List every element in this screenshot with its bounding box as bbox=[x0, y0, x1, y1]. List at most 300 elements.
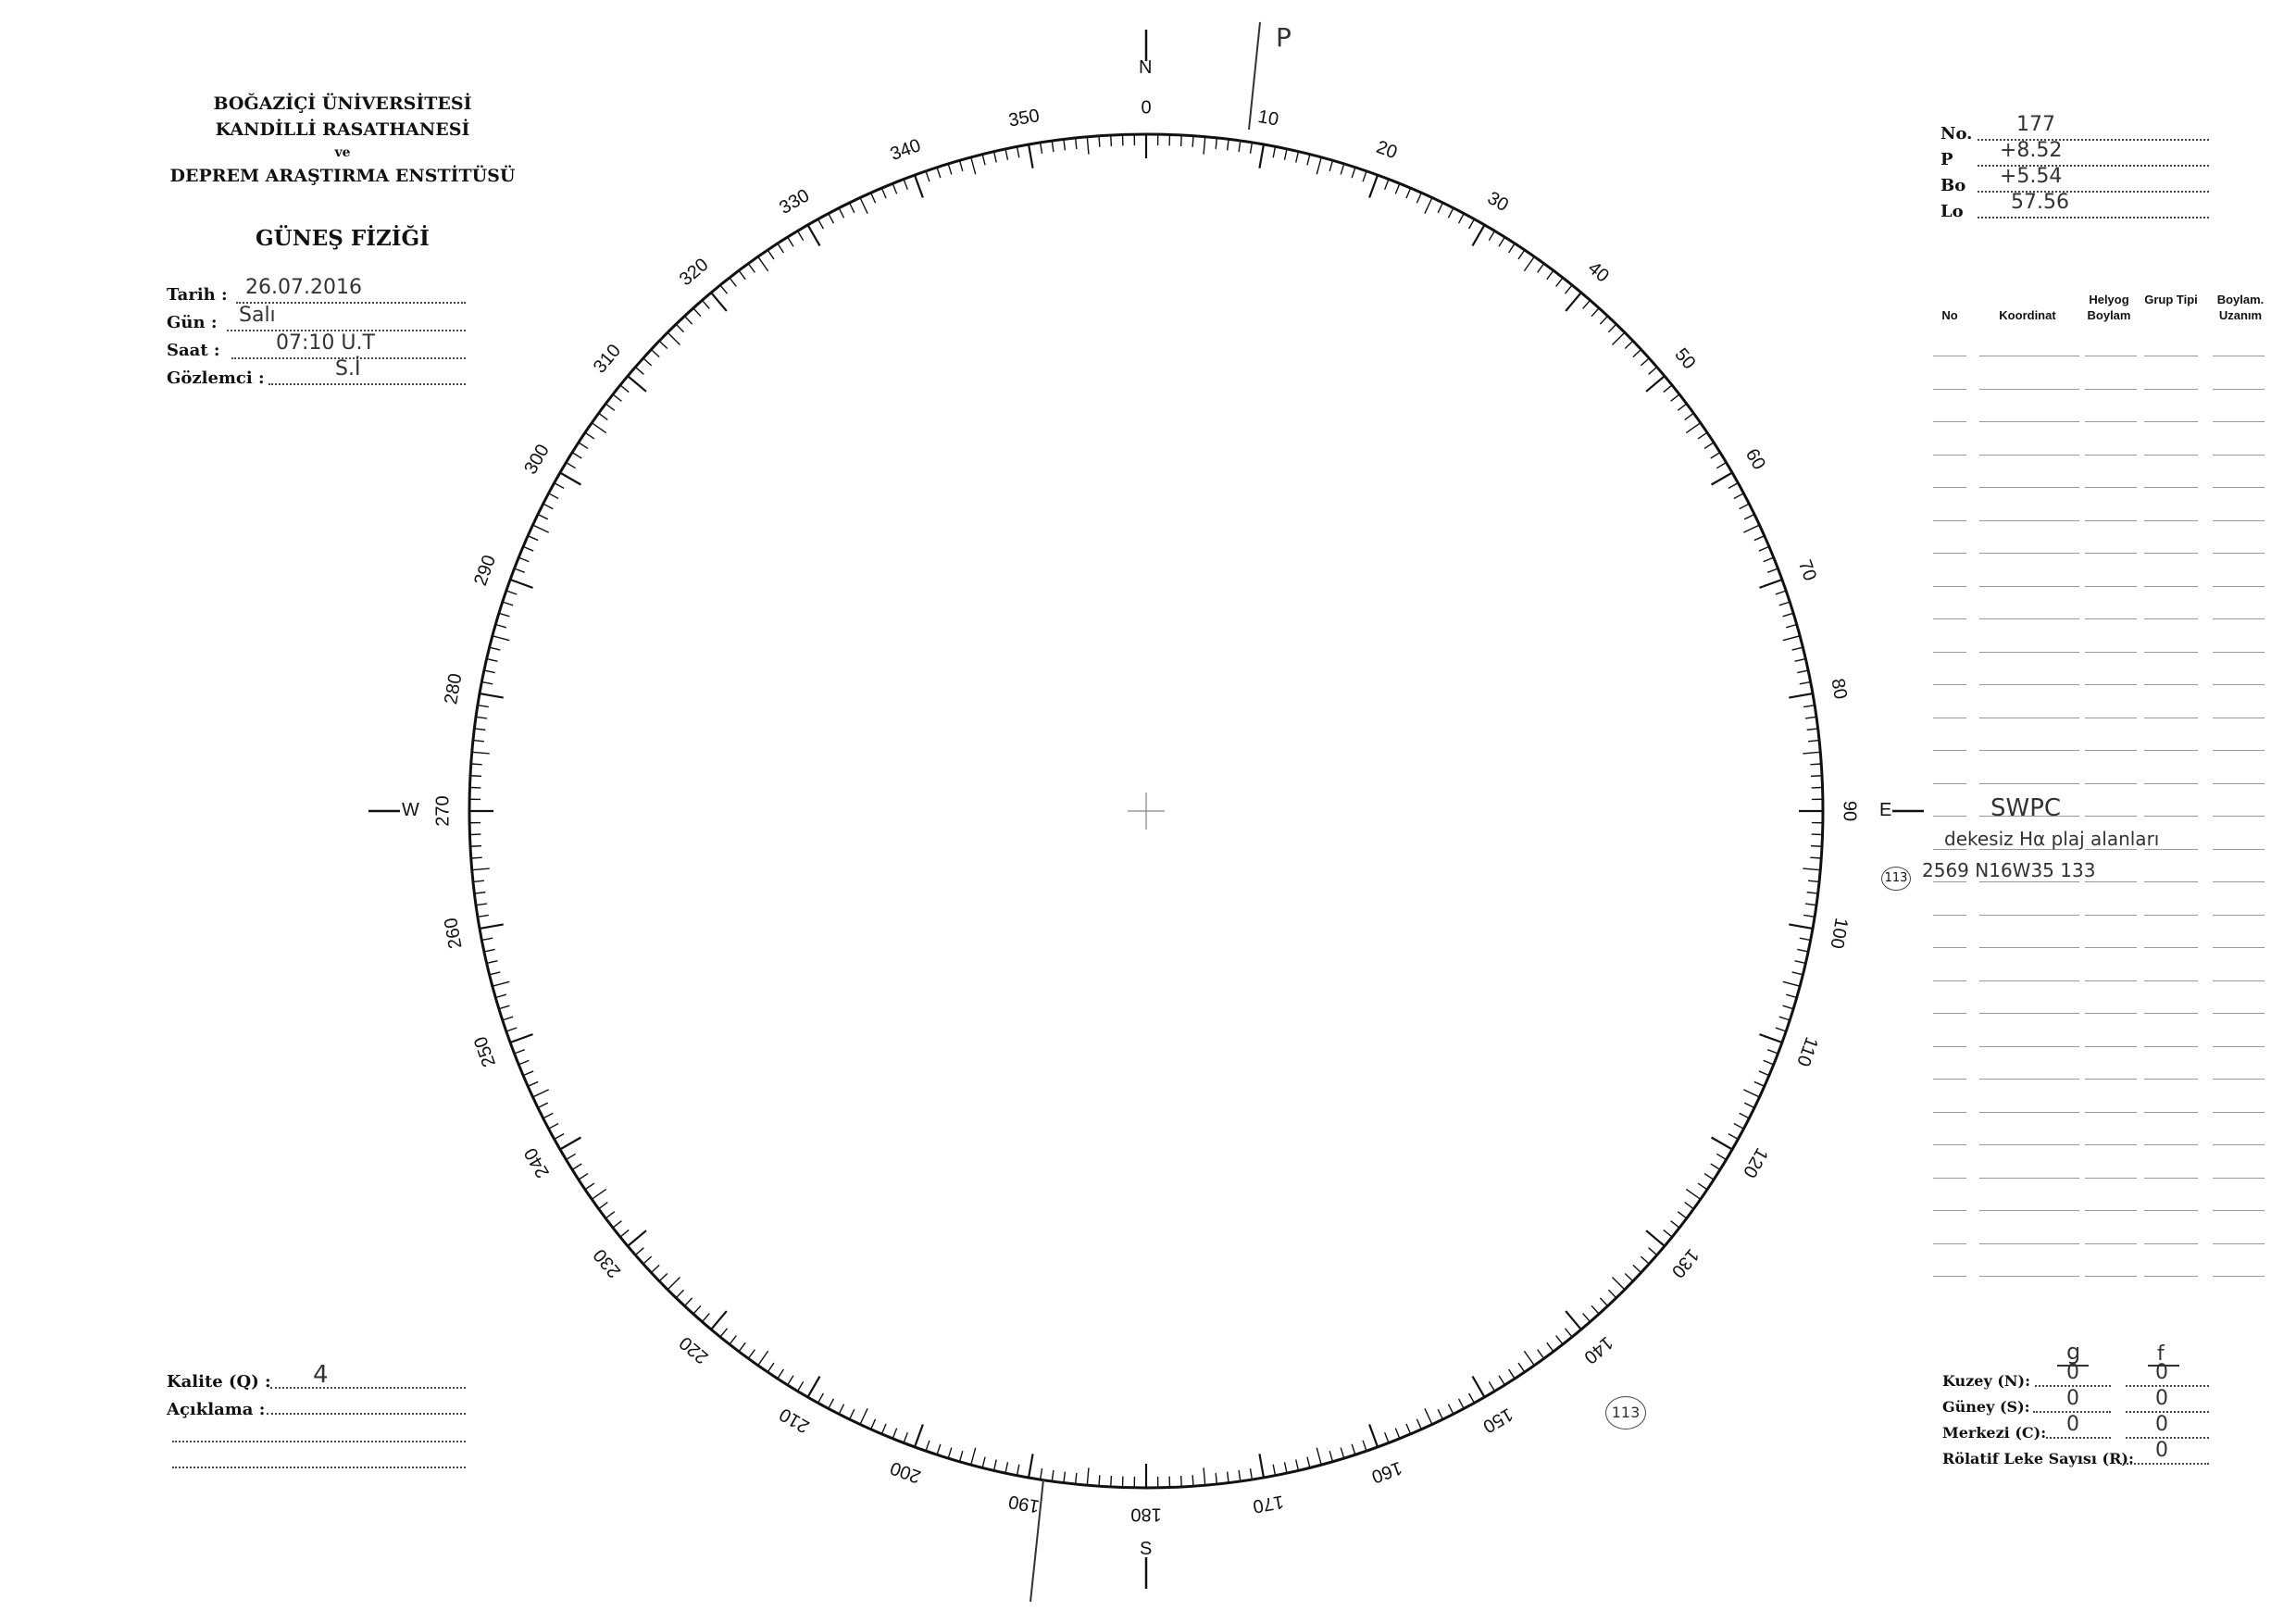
dial-tick bbox=[506, 1028, 517, 1031]
dial-tick bbox=[515, 568, 525, 572]
dial-tick bbox=[499, 613, 509, 617]
dial-tick bbox=[904, 1432, 907, 1442]
dial-tick bbox=[892, 183, 896, 194]
dial-tick bbox=[651, 349, 659, 356]
dial-tick bbox=[592, 423, 606, 433]
dial-tick bbox=[579, 1174, 588, 1180]
dial-tick bbox=[1005, 1462, 1007, 1473]
dial-degree-label: 110 bbox=[1792, 1034, 1822, 1069]
dial-tick bbox=[1646, 376, 1665, 392]
dial-tick bbox=[720, 285, 728, 293]
dial-degree-label: 230 bbox=[589, 1244, 626, 1282]
dial-tick bbox=[1612, 1277, 1624, 1289]
dial-tick bbox=[1448, 1405, 1453, 1415]
institution-line-3: ve bbox=[334, 145, 351, 160]
dial-tick bbox=[510, 1034, 532, 1042]
dial-tick bbox=[613, 394, 621, 401]
dial-degree-label: 260 bbox=[441, 916, 467, 951]
dial-tick bbox=[506, 591, 517, 594]
dial-tick bbox=[1284, 149, 1286, 160]
dial-tick bbox=[1099, 136, 1100, 147]
dial-tick bbox=[1296, 1460, 1299, 1471]
dial-tick bbox=[730, 278, 736, 286]
dial-tick bbox=[1625, 341, 1633, 348]
dial-tick bbox=[1192, 1475, 1193, 1486]
dial-tick bbox=[1671, 1221, 1679, 1228]
dial-tick bbox=[1385, 1432, 1389, 1442]
dial-tick bbox=[1789, 693, 1813, 698]
dial-tick bbox=[915, 1424, 923, 1446]
dial-degree-label: 270 bbox=[432, 795, 454, 827]
dial-tick bbox=[515, 1050, 525, 1054]
dial-tick bbox=[971, 1448, 976, 1465]
dial-tick bbox=[1316, 157, 1321, 174]
guney-g-value[interactable]: 0 bbox=[2066, 1387, 2079, 1410]
dial-tick bbox=[860, 1408, 867, 1424]
dial-tick bbox=[1728, 1134, 1738, 1140]
dial-tick bbox=[1469, 219, 1475, 229]
dial-tick bbox=[960, 160, 963, 171]
dial-tick bbox=[892, 1429, 896, 1439]
dial-tick bbox=[1716, 1154, 1726, 1159]
dial-degree-label: 130 bbox=[1666, 1244, 1703, 1282]
kalite-label: Kalite (Q) : bbox=[167, 1372, 271, 1392]
saat-value[interactable]: 07:10 U.T bbox=[276, 331, 375, 355]
dial-tick bbox=[1273, 1465, 1275, 1476]
dial-tick bbox=[487, 961, 498, 964]
dial-tick bbox=[1259, 1454, 1264, 1478]
dial-tick bbox=[850, 1409, 855, 1419]
dial-tick bbox=[528, 1081, 538, 1086]
dial-tick bbox=[1395, 1429, 1399, 1439]
rolatif-value[interactable]: 0 bbox=[2155, 1439, 2168, 1462]
dial-tick bbox=[1192, 136, 1193, 147]
dial-tick bbox=[549, 1124, 559, 1130]
dial-degree-label: 50 bbox=[1670, 344, 1700, 374]
dial-tick bbox=[651, 1265, 659, 1272]
dial-tick bbox=[1712, 1138, 1733, 1150]
bo-value[interactable]: +5.54 bbox=[2000, 165, 2063, 188]
dial-tick bbox=[628, 376, 646, 392]
dial-tick bbox=[555, 1134, 564, 1140]
merkezi-f-value[interactable]: 0 bbox=[2155, 1413, 2168, 1436]
dial-tick bbox=[476, 904, 487, 905]
dial-tick bbox=[599, 1203, 608, 1209]
dial-tick bbox=[994, 152, 997, 163]
dial-tick bbox=[1808, 880, 1819, 881]
dial-tick bbox=[1473, 1377, 1485, 1398]
dial-tick bbox=[1641, 358, 1649, 366]
dial-tick bbox=[1600, 316, 1607, 324]
dial-tick bbox=[1228, 1472, 1229, 1483]
aciklama-label: Açıklama : bbox=[167, 1400, 266, 1419]
dial-tick bbox=[1565, 285, 1572, 293]
dial-tick bbox=[1052, 141, 1054, 152]
dial-degree-label: 350 bbox=[1006, 106, 1042, 131]
dial-tick bbox=[1711, 1164, 1720, 1169]
dial-tick bbox=[1767, 1050, 1778, 1054]
dial-tick bbox=[1041, 1468, 1042, 1479]
table-header-grup-tipi: Grup Tipi bbox=[2144, 293, 2198, 306]
dial-tick bbox=[1744, 515, 1754, 519]
institution-line-4: DEPREM ARAŞTIRMA ENSTİTÜSÜ bbox=[169, 166, 516, 186]
dial-tick bbox=[1406, 188, 1411, 198]
dial-tick bbox=[739, 1342, 745, 1352]
dial-tick bbox=[1307, 155, 1310, 166]
dial-tick bbox=[1797, 949, 1808, 951]
tarih-label: Tarih : bbox=[167, 285, 228, 305]
table-note-3[interactable]: 2569 N16W35 133 bbox=[1922, 859, 2096, 881]
dial-tick bbox=[1759, 1071, 1769, 1076]
dial-tick bbox=[1296, 152, 1299, 163]
p-marker-label: P bbox=[1276, 22, 1292, 53]
dial-tick bbox=[549, 493, 559, 499]
dial-tick bbox=[1803, 705, 1815, 707]
dial-tick bbox=[676, 324, 683, 332]
dial-tick bbox=[532, 1090, 548, 1097]
dial-degree-label: 190 bbox=[1006, 1491, 1042, 1517]
kuzey-f-value[interactable]: 0 bbox=[2155, 1361, 2168, 1384]
dial-tick bbox=[1608, 324, 1616, 332]
dial-tick bbox=[1664, 385, 1672, 393]
dial-tick bbox=[778, 243, 784, 253]
dial-degree-label: 170 bbox=[1251, 1491, 1286, 1517]
dial-tick bbox=[1416, 193, 1421, 203]
table-header-boylam-uzanim: Boylam. Uzanım bbox=[2216, 293, 2265, 322]
dial-tick bbox=[1087, 1467, 1089, 1485]
dial-tick bbox=[1641, 1256, 1649, 1264]
dial-tick bbox=[1416, 1419, 1421, 1429]
dial-tick bbox=[1783, 1005, 1793, 1009]
tarih-value[interactable]: 26.07.2016 bbox=[245, 276, 362, 299]
dial-tick bbox=[1810, 764, 1821, 765]
dial-tick bbox=[1779, 1017, 1790, 1020]
dial-tick bbox=[1786, 994, 1797, 997]
dial-tick bbox=[818, 219, 824, 229]
dial-tick bbox=[1395, 183, 1399, 194]
dial-tick bbox=[711, 1311, 727, 1330]
bo-label: Bo bbox=[1940, 176, 1966, 195]
dial-degree-label: 80 bbox=[1827, 677, 1851, 701]
dial-tick bbox=[702, 1314, 709, 1322]
dial-tick bbox=[1740, 1113, 1750, 1117]
dial-tick bbox=[684, 1298, 692, 1306]
dial-tick bbox=[560, 473, 581, 485]
dial-tick bbox=[1363, 1441, 1366, 1451]
dial-tick bbox=[767, 1363, 774, 1372]
dial-tick bbox=[643, 358, 652, 366]
dial-tick bbox=[1740, 504, 1750, 508]
dial-tick bbox=[1524, 256, 1534, 271]
gozlemci-value[interactable]: S.İ bbox=[335, 357, 361, 381]
dial-tick bbox=[480, 924, 504, 929]
kalite-value[interactable]: 4 bbox=[313, 1361, 329, 1389]
dial-tick bbox=[1686, 423, 1701, 433]
dial-tick bbox=[543, 1113, 554, 1117]
dial-tick bbox=[1678, 1212, 1687, 1218]
table-header-koordinat: Koordinat bbox=[1999, 308, 2056, 322]
dial-tick bbox=[1792, 647, 1803, 650]
dial-tick bbox=[871, 193, 876, 203]
dial-tick bbox=[1583, 1314, 1591, 1322]
dial-degree-label: 100 bbox=[1826, 916, 1852, 951]
dial-tick bbox=[948, 164, 952, 174]
dial-degree-label: 20 bbox=[1373, 136, 1401, 164]
north-label: N bbox=[1139, 57, 1153, 78]
dial-tick bbox=[1649, 1248, 1657, 1255]
dial-tick bbox=[1591, 308, 1599, 317]
circled-group-label[interactable]: 113 bbox=[1605, 1396, 1646, 1429]
dial-tick bbox=[739, 270, 745, 280]
dial-tick bbox=[926, 1441, 930, 1451]
form-title: GÜNEŞ FİZİĞİ bbox=[256, 226, 430, 251]
dial-tick bbox=[1029, 1454, 1033, 1478]
dial-tick bbox=[493, 636, 509, 641]
table-note-circle: 113 bbox=[1881, 867, 1911, 891]
dial-tick bbox=[1204, 137, 1205, 155]
dial-tick bbox=[599, 413, 608, 419]
p-label: P bbox=[1940, 150, 1953, 169]
dial-tick bbox=[720, 1329, 728, 1337]
dial-tick bbox=[1518, 250, 1525, 259]
dial-tick bbox=[1764, 1060, 1774, 1064]
dial-tick bbox=[839, 208, 843, 218]
dial-tick bbox=[1316, 1448, 1321, 1465]
dial-tick bbox=[798, 1381, 804, 1391]
dial-tick bbox=[676, 1290, 683, 1298]
guney-f-value[interactable]: 0 bbox=[2155, 1387, 2168, 1410]
dial-tick bbox=[1734, 493, 1744, 499]
dial-tick bbox=[1754, 1081, 1765, 1086]
table-note-1[interactable]: SWPC bbox=[1990, 794, 2062, 822]
dial-tick bbox=[1583, 300, 1591, 308]
dial-tick bbox=[1776, 1028, 1786, 1031]
dial-tick bbox=[1509, 1369, 1516, 1379]
dial-degree-label: 290 bbox=[470, 552, 501, 589]
dial-tick bbox=[926, 171, 930, 181]
dial-tick bbox=[1216, 1473, 1217, 1484]
dial-tick bbox=[730, 1336, 736, 1344]
dial-tick bbox=[1754, 536, 1765, 541]
table-header-helyog-boylam: Helyog Boylam bbox=[2087, 293, 2131, 322]
dial-tick bbox=[1591, 1305, 1599, 1314]
dial-tick bbox=[1099, 1475, 1100, 1486]
dial-tick bbox=[532, 525, 548, 532]
no-value[interactable]: 177 bbox=[2016, 113, 2055, 136]
kuzey-g-value[interactable]: 0 bbox=[2066, 1361, 2079, 1384]
dial-degree-label: 210 bbox=[776, 1404, 814, 1437]
south-label: S bbox=[1140, 1539, 1153, 1559]
dial-tick bbox=[808, 225, 820, 246]
dial-tick bbox=[484, 949, 495, 951]
dial-tick bbox=[1608, 1290, 1616, 1298]
dial-tick bbox=[1698, 432, 1707, 439]
dial-tick bbox=[1518, 1363, 1525, 1372]
dial-tick bbox=[470, 846, 481, 847]
dial-tick bbox=[798, 231, 804, 240]
dial-tick bbox=[518, 557, 529, 561]
dial-tick bbox=[748, 264, 755, 273]
dial-tick bbox=[487, 659, 498, 662]
dial-degree-label: 320 bbox=[675, 254, 713, 291]
dial-tick bbox=[592, 1189, 606, 1199]
dial-tick bbox=[1473, 225, 1485, 246]
dial-tick bbox=[668, 1277, 680, 1289]
dial-tick bbox=[1087, 137, 1089, 155]
dial-tick bbox=[503, 602, 513, 606]
dial-tick bbox=[620, 385, 629, 393]
p-value[interactable]: +8.52 bbox=[2000, 139, 2063, 162]
dial-tick bbox=[523, 1071, 533, 1076]
dial-tick bbox=[1029, 144, 1033, 169]
merkezi-g-value[interactable]: 0 bbox=[2066, 1413, 2079, 1436]
guney-label: Güney (S): bbox=[1942, 1398, 2030, 1416]
dial-tick bbox=[555, 483, 564, 489]
dial-tick bbox=[572, 1164, 581, 1169]
dial-tick bbox=[1438, 203, 1442, 213]
dial-tick bbox=[1547, 270, 1554, 280]
dial-tick bbox=[566, 1154, 575, 1159]
dial-tick bbox=[499, 1005, 509, 1009]
dial-tick bbox=[1789, 924, 1813, 929]
dial-tick bbox=[1704, 443, 1714, 449]
dial-tick bbox=[1425, 1408, 1432, 1424]
dial-tick bbox=[1698, 1183, 1707, 1190]
dial-tick bbox=[1808, 741, 1819, 742]
dial-tick bbox=[1329, 1451, 1332, 1462]
dial-tick bbox=[659, 1273, 668, 1280]
dial-tick bbox=[1459, 214, 1465, 224]
dial-degree-label: 90 bbox=[1839, 800, 1860, 822]
west-label: W bbox=[402, 800, 419, 820]
dial-degree-label: 70 bbox=[1793, 556, 1821, 584]
dial-tick bbox=[579, 443, 588, 449]
dial-tick bbox=[808, 1377, 820, 1398]
dial-tick bbox=[1795, 961, 1806, 964]
dial-tick bbox=[1250, 143, 1252, 154]
dial-degree-label: 40 bbox=[1583, 257, 1613, 287]
dial-tick bbox=[538, 1103, 548, 1107]
dial-tick bbox=[1803, 868, 1820, 870]
dial-tick bbox=[1425, 197, 1432, 213]
dial-tick bbox=[818, 1393, 824, 1403]
dial-tick bbox=[1341, 1448, 1344, 1458]
dial-tick bbox=[994, 1460, 997, 1471]
dial-tick bbox=[1076, 138, 1077, 149]
rolatif-label: Rölatif Leke Sayısı (R): bbox=[1942, 1450, 2134, 1467]
dial-degree-label: 340 bbox=[887, 135, 924, 166]
dial-tick bbox=[1524, 1351, 1534, 1366]
dial-tick bbox=[473, 880, 484, 881]
dial-tick bbox=[1795, 659, 1806, 662]
dial-tick bbox=[839, 1405, 843, 1415]
dial-tick bbox=[566, 463, 575, 468]
gun-label: Gün : bbox=[167, 313, 218, 332]
dial-tick bbox=[472, 752, 490, 754]
dial-tick bbox=[490, 647, 501, 650]
dial-tick bbox=[585, 1183, 594, 1190]
dial-tick bbox=[490, 972, 501, 975]
dial-tick bbox=[605, 1212, 615, 1218]
dial-tick bbox=[1111, 135, 1112, 146]
dial-degree-label: 280 bbox=[441, 671, 467, 706]
dial-degree-label: 60 bbox=[1741, 445, 1770, 474]
dial-tick bbox=[1005, 149, 1007, 160]
dial-tick bbox=[1181, 135, 1182, 146]
dial-tick bbox=[1612, 332, 1624, 344]
dial-tick bbox=[693, 1305, 701, 1314]
dial-tick bbox=[1803, 915, 1815, 917]
dial-degree-label: 180 bbox=[1130, 1504, 1162, 1525]
dial-tick bbox=[1052, 1470, 1054, 1481]
dial-tick bbox=[635, 1248, 643, 1255]
dial-tick bbox=[480, 693, 504, 698]
dial-tick bbox=[473, 741, 484, 742]
dial-tick bbox=[829, 1399, 834, 1409]
dial-tick bbox=[1547, 1342, 1554, 1352]
dial-tick bbox=[1744, 1103, 1754, 1107]
dial-tick bbox=[472, 868, 490, 870]
dial-tick bbox=[1759, 546, 1769, 551]
dial-tick bbox=[1810, 857, 1821, 858]
dial-tick bbox=[1438, 1409, 1442, 1419]
dial-tick bbox=[788, 1376, 793, 1385]
dial-tick bbox=[829, 214, 834, 224]
dial-tick bbox=[937, 1444, 941, 1454]
dial-tick bbox=[1204, 1467, 1205, 1485]
dial-tick bbox=[1759, 580, 1781, 588]
dial-degree-label: 0 bbox=[1141, 97, 1152, 119]
dial-tick bbox=[620, 1230, 629, 1237]
dial-tick bbox=[668, 332, 680, 344]
dial-tick bbox=[523, 546, 533, 551]
dial-degree-label: 120 bbox=[1739, 1143, 1772, 1181]
dial-tick bbox=[937, 168, 941, 178]
dial-degree-label: 10 bbox=[1256, 106, 1280, 131]
dial-tick bbox=[1783, 636, 1800, 641]
dial-tick bbox=[982, 155, 985, 166]
column-f-label: f bbox=[2157, 1342, 2165, 1366]
no-label: No. bbox=[1940, 124, 1973, 144]
dial-tick bbox=[1711, 453, 1720, 458]
dial-tick bbox=[1805, 904, 1816, 905]
dial-tick bbox=[1671, 394, 1679, 401]
east-label: E bbox=[1879, 800, 1892, 820]
dial-tick bbox=[471, 764, 482, 765]
dial-tick bbox=[1646, 1230, 1665, 1246]
dial-tick bbox=[778, 1369, 784, 1379]
dial-tick bbox=[1716, 463, 1726, 468]
dial-tick bbox=[628, 1230, 646, 1246]
dial-tick bbox=[1649, 367, 1657, 374]
dial-tick bbox=[1600, 1298, 1607, 1306]
dial-tick bbox=[1664, 1230, 1672, 1237]
table-note-2[interactable]: dekesiz Hα plaj alanları bbox=[1944, 828, 2160, 850]
lo-value[interactable]: 57.56 bbox=[2011, 191, 2069, 214]
dial-tick bbox=[1499, 237, 1504, 246]
dial-tick bbox=[474, 729, 485, 730]
dial-tick bbox=[1803, 752, 1820, 754]
dial-tick bbox=[1509, 243, 1516, 253]
dial-tick bbox=[693, 308, 701, 317]
dial-tick bbox=[659, 341, 668, 348]
saat-label: Saat : bbox=[167, 341, 220, 360]
dial-tick bbox=[613, 1221, 621, 1228]
dial-tick bbox=[1111, 1476, 1112, 1487]
dial-tick bbox=[1734, 1124, 1744, 1130]
dial-tick bbox=[1633, 1265, 1641, 1272]
gun-value[interactable]: Salı bbox=[239, 304, 276, 327]
